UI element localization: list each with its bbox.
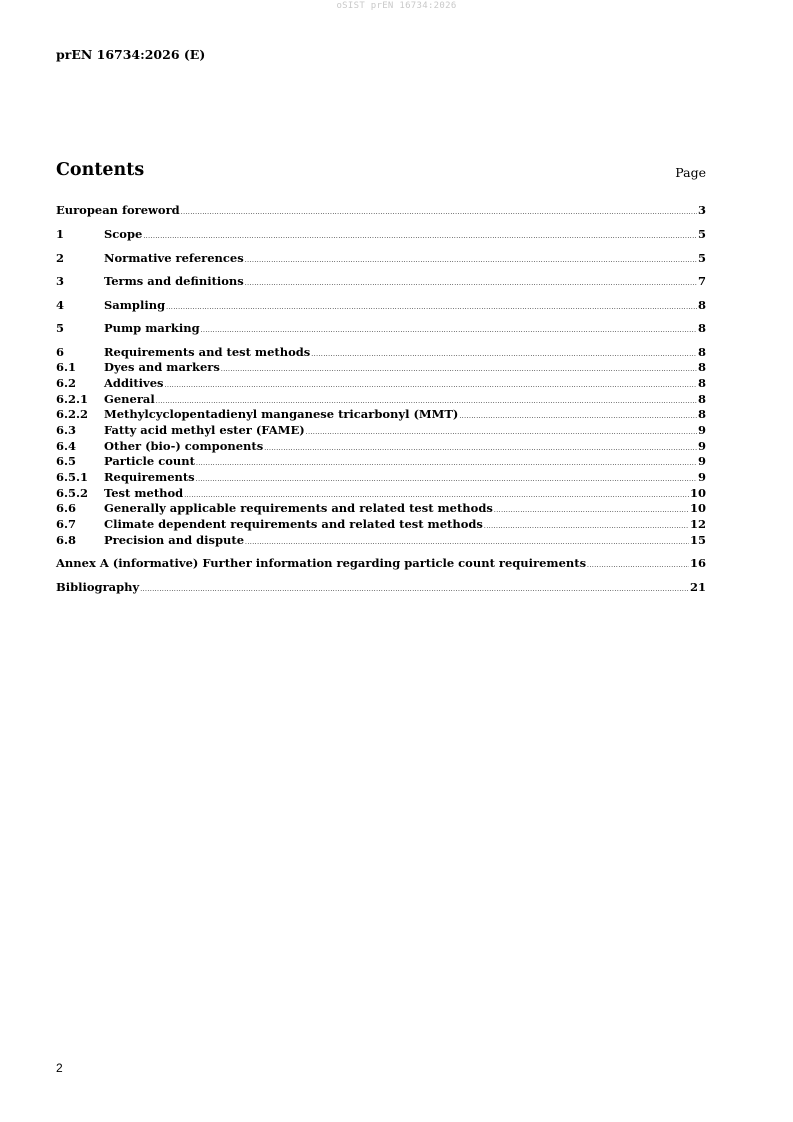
toc-entry-precision-and-dispute[interactable]: [56, 533, 706, 547]
toc-leader-dots: [140, 583, 689, 597]
toc-entry-dyes-and-markers[interactable]: [56, 360, 706, 374]
toc-leader-dots: [196, 473, 697, 487]
document-id-header: prEN 16734:2026 (E): [56, 47, 206, 62]
toc-entry-label: Climate dependent requirements and related test methods: [104, 517, 483, 531]
toc-entry-page: 8: [697, 298, 706, 312]
toc-entry-climate-dependent-requirements[interactable]: [56, 517, 706, 531]
toc-entry-number: 6.7: [56, 517, 77, 531]
toc-leader-dots: [459, 410, 697, 424]
toc-entry-generally-applicable-requirements[interactable]: [56, 501, 706, 515]
toc-entry-page: 15: [689, 533, 706, 547]
toc-entry-number: 5: [56, 321, 65, 335]
toc-entry-number: 6.6: [56, 501, 77, 515]
toc-entry-label: Dyes and markers: [104, 360, 220, 374]
toc-entry-page: 9: [697, 454, 706, 468]
toc-entry-label: Normative references: [104, 251, 244, 265]
toc-entry-page: 8: [697, 321, 706, 335]
toc-entry-label: Pump marking: [104, 321, 200, 335]
toc-entry-normative-references[interactable]: [56, 251, 706, 265]
toc-leader-dots: [245, 254, 697, 268]
toc-entry-page: 8: [697, 345, 706, 359]
toc-entry-number: 6.3: [56, 423, 77, 437]
toc-entry-label: Precision and dispute: [104, 533, 245, 547]
toc-entry-test-method[interactable]: [56, 486, 706, 500]
toc-entry-requirements[interactable]: [56, 470, 706, 484]
toc-entry-page: 10: [689, 501, 706, 515]
toc-entry-bibliography[interactable]: [56, 580, 706, 594]
toc-entry-page: 9: [697, 423, 706, 437]
toc-entry-number: 6.4: [56, 439, 77, 453]
toc-entry-particle-count[interactable]: [56, 454, 706, 468]
toc-entry-label: General: [104, 392, 155, 406]
toc-entry-number: 6.2: [56, 376, 77, 390]
toc-entry-label: Sampling: [104, 298, 166, 312]
toc-entry-fame[interactable]: [56, 423, 706, 437]
toc-entry-page: 8: [697, 360, 706, 374]
toc-entry-label: Particle count: [104, 454, 195, 468]
toc-entry-terms-and-definitions[interactable]: [56, 274, 706, 288]
toc-leader-dots: [201, 324, 697, 338]
toc-entry-label: Additives: [104, 376, 164, 390]
toc-leader-dots: [484, 520, 689, 534]
toc-leader-dots: [306, 426, 697, 440]
toc-entry-page: 5: [697, 227, 706, 241]
toc-leader-dots: [166, 301, 697, 315]
toc-entry-additives[interactable]: [56, 376, 706, 390]
toc-entry-other-bio-components[interactable]: [56, 439, 706, 453]
toc-leader-dots: [165, 379, 697, 393]
toc-leader-dots: [221, 363, 697, 377]
toc-leader-dots: [245, 277, 697, 291]
toc-entry-label: Requirements and test methods: [104, 345, 311, 359]
toc-entry-number: 3: [56, 274, 65, 288]
toc-entry-label: Test method: [104, 486, 184, 500]
toc-entry-page: 10: [689, 486, 706, 500]
toc-leader-dots: [143, 230, 697, 244]
watermark: oSIST prEN 16734:2026: [336, 1, 457, 11]
toc-entry-label: Methylcyclopentadienyl manganese tricarbonyl (MMT): [104, 407, 459, 421]
toc-entry-page: 8: [697, 407, 706, 421]
toc-entry-page: 7: [697, 274, 706, 288]
toc-entry-number: 6.2.1: [56, 392, 89, 406]
toc-entry-general[interactable]: [56, 392, 706, 406]
page-column-label: Page: [675, 165, 706, 180]
toc-entry-label: Fatty acid methyl ester (FAME): [104, 423, 305, 437]
toc-entry-page: 21: [689, 580, 706, 594]
toc-entry-number: 2: [56, 251, 65, 265]
toc-entry-number: 6.2.2: [56, 407, 89, 421]
toc-entry-number: 6.5.2: [56, 486, 89, 500]
toc-entry-requirements-and-test-methods[interactable]: [56, 345, 706, 359]
toc-entry-page: 8: [697, 392, 706, 406]
toc-entry-page: 8: [697, 376, 706, 390]
toc-entry-page: 9: [697, 439, 706, 453]
toc-leader-dots: [245, 536, 689, 550]
toc-entry-annex-a[interactable]: [56, 556, 706, 570]
toc-entry-page: 5: [697, 251, 706, 265]
contents-heading: Contents: [56, 160, 145, 180]
toc-entry-label: Bibliography: [56, 580, 140, 594]
toc-entry-page: 9: [697, 470, 706, 484]
toc-leader-dots: [587, 559, 689, 573]
toc-leader-dots: [181, 206, 697, 220]
toc-entry-pump-marking[interactable]: [56, 321, 706, 335]
toc-entry-european-foreword[interactable]: [56, 203, 706, 217]
toc-entry-number: 6.5: [56, 454, 77, 468]
toc-entry-number: 1: [56, 227, 65, 241]
toc-entry-page: 16: [689, 556, 706, 570]
toc-entry-mmt[interactable]: [56, 407, 706, 421]
toc-entry-number: 4: [56, 298, 65, 312]
toc-entry-number: 6: [56, 345, 65, 359]
toc-entry-number: 6.5.1: [56, 470, 89, 484]
toc-leader-dots: [494, 504, 689, 518]
toc-entry-label: Terms and definitions: [104, 274, 244, 288]
toc-entry-sampling[interactable]: [56, 298, 706, 312]
toc-entry-label: Other (bio-) components: [104, 439, 264, 453]
toc-entry-scope[interactable]: [56, 227, 706, 241]
toc-entry-label: European foreword: [56, 203, 180, 217]
toc-entry-label: Scope: [104, 227, 143, 241]
toc-entry-number: 6.1: [56, 360, 77, 374]
toc-entry-label: Annex A (informative) Further information regarding particle count requirements: [56, 556, 587, 570]
toc-entry-label: Requirements: [104, 470, 195, 484]
toc-leader-dots: [196, 457, 697, 471]
toc-entry-label: Generally applicable requirements and related test methods: [104, 501, 493, 515]
toc-entry-page: 3: [697, 203, 706, 217]
page-number: 2: [56, 1061, 63, 1075]
toc-entry-number: 6.8: [56, 533, 77, 547]
toc-entry-page: 12: [689, 517, 706, 531]
